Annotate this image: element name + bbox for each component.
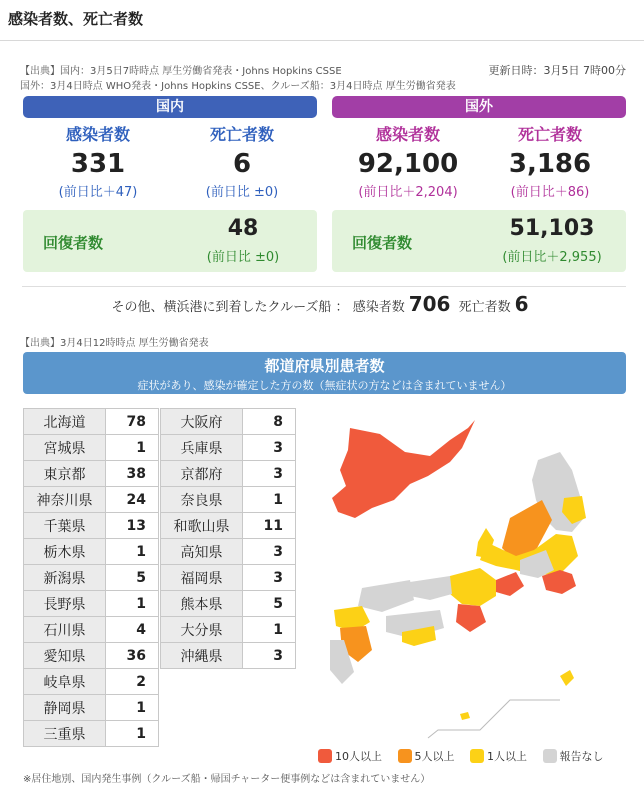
table-row	[24, 591, 159, 617]
table-row	[161, 435, 296, 461]
international-infected	[338, 122, 478, 200]
pref-name: 千葉県	[24, 513, 106, 539]
table-row	[161, 409, 296, 435]
pref-count: 2	[106, 669, 159, 695]
table-row	[24, 617, 159, 643]
map-regions	[330, 420, 586, 738]
pref-count: 1	[243, 487, 296, 513]
footnote: ※居住地別、国内発生事例（クルーズ船・帰国チャーター便事例などは含まれていません）	[23, 774, 431, 785]
pref-name: 静岡県	[24, 695, 106, 721]
table-row	[161, 565, 296, 591]
pref-count: 1	[106, 695, 159, 721]
map-kinki	[450, 568, 496, 606]
table-row	[161, 591, 296, 617]
pref-count: 4	[106, 617, 159, 643]
table-row	[24, 539, 159, 565]
legend-swatch-5	[398, 749, 412, 763]
pref-name: 愛知県	[24, 643, 106, 669]
pref-name: 福岡県	[161, 565, 243, 591]
domestic-recovered-diff: (前日比 ±0)	[206, 250, 280, 265]
domestic-deaths-diff: (前日比 ±0)	[205, 185, 279, 200]
domestic-recovered-box	[23, 210, 317, 272]
international-deaths-diff: (前日比＋86)	[510, 185, 590, 200]
domestic-recovered-value: 48	[227, 216, 259, 241]
domestic-header: 国内	[23, 96, 317, 118]
table-row	[24, 643, 159, 669]
map-aichi	[496, 572, 524, 596]
cruise-text: その他、横浜港に到着したクルーズ船 ：	[111, 300, 349, 315]
legend-swatch-10	[318, 749, 332, 763]
legend-label: 報告なし	[559, 750, 604, 763]
pref-count: 36	[106, 643, 159, 669]
prefecture-table-right	[160, 408, 296, 669]
pref-name: 兵庫県	[161, 435, 243, 461]
domestic-recovered-label: 回復者数	[43, 234, 104, 252]
legend-label: 5人以上	[414, 750, 455, 763]
map-legend	[318, 748, 616, 764]
international-deaths	[480, 122, 620, 200]
page-title: 感染者数、死亡者数	[8, 10, 144, 28]
pref-name: 沖縄県	[161, 643, 243, 669]
international-header: 国外	[332, 96, 626, 118]
international-recovered-label: 回復者数	[352, 234, 413, 252]
domestic-deaths	[172, 122, 312, 200]
table-row	[24, 409, 159, 435]
legend-label: 10人以上	[335, 750, 382, 763]
table-row	[24, 435, 159, 461]
prefecture-header	[23, 352, 626, 394]
table-row	[24, 487, 159, 513]
domestic-deaths-label: 死亡者数	[209, 125, 274, 144]
table-row	[161, 643, 296, 669]
international-recovered-box	[332, 210, 626, 272]
pref-name: 京都府	[161, 461, 243, 487]
table-row	[24, 513, 159, 539]
pref-count: 3	[243, 643, 296, 669]
pref-name: 新潟県	[24, 565, 106, 591]
pref-name: 奈良県	[161, 487, 243, 513]
table-row	[24, 721, 159, 747]
pref-count: 13	[106, 513, 159, 539]
pref-name: 長野県	[24, 591, 106, 617]
pref-count: 78	[106, 409, 159, 435]
international-recovered-diff: (前日比＋2,955)	[502, 250, 602, 265]
pref-name: 岐阜県	[24, 669, 106, 695]
pref-count: 5	[243, 591, 296, 617]
table-row	[24, 695, 159, 721]
pref-count: 11	[243, 513, 296, 539]
pref-name: 神奈川県	[24, 487, 106, 513]
table-row	[161, 539, 296, 565]
pref-name: 高知県	[161, 539, 243, 565]
table-row	[161, 461, 296, 487]
pref-count: 1	[106, 591, 159, 617]
pref-name: 栃木県	[24, 539, 106, 565]
cruise-deaths-value: 6	[514, 292, 529, 316]
map-hokkaido	[332, 420, 475, 518]
cruise-infected-value: 706	[408, 292, 451, 316]
pref-count: 5	[106, 565, 159, 591]
pref-count: 1	[106, 721, 159, 747]
international-deaths-value: 3,186	[508, 149, 592, 179]
table-row	[161, 487, 296, 513]
prefecture-title: 都道府県別患者数	[264, 357, 385, 375]
international-deaths-label: 死亡者数	[517, 125, 582, 144]
japan-map	[310, 400, 630, 745]
pref-name: 北海道	[24, 409, 106, 435]
pref-name: 大阪府	[161, 409, 243, 435]
pref-count: 38	[106, 461, 159, 487]
map-okinawa	[560, 670, 574, 686]
source-line-3: 【出典】3月4日12時時点 厚生労働省発表	[20, 338, 209, 349]
legend-swatch-1	[470, 749, 484, 763]
domestic-infected-label: 感染者数	[65, 125, 130, 144]
map-okinawa-border	[428, 700, 560, 738]
pref-count: 3	[243, 435, 296, 461]
prefecture-subtitle: 症状があり、感染が確定した方の数（無症状の方などは含まれていません）	[137, 379, 512, 392]
pref-count: 3	[243, 539, 296, 565]
pref-count: 1	[243, 617, 296, 643]
domestic-infected	[28, 122, 168, 200]
map-okinawa-2	[460, 712, 470, 720]
table-row	[161, 617, 296, 643]
pref-name: 三重県	[24, 721, 106, 747]
pref-count: 8	[243, 409, 296, 435]
table-row	[24, 565, 159, 591]
source-line-1: 【出典】国内：3月5日7時時点 厚生労働省発表・Johns Hopkins CSSE	[20, 66, 342, 77]
table-row	[24, 669, 159, 695]
pref-name: 石川県	[24, 617, 106, 643]
map-kinki-west	[410, 576, 452, 600]
pref-count: 1	[106, 435, 159, 461]
pref-count: 3	[243, 461, 296, 487]
legend-swatch-none	[543, 749, 557, 763]
pref-count: 24	[106, 487, 159, 513]
domestic-infected-value: 331	[70, 149, 126, 179]
domestic-deaths-value: 6	[232, 149, 252, 179]
legend-label: 1人以上	[487, 750, 527, 763]
pref-name: 東京都	[24, 461, 106, 487]
pref-name: 和歌山県	[161, 513, 243, 539]
pref-name: 熊本県	[161, 591, 243, 617]
cruise-infected-label: 感染者数	[352, 300, 405, 315]
international-infected-label: 感染者数	[375, 125, 440, 144]
pref-count: 1	[106, 539, 159, 565]
international-recovered-value: 51,103	[509, 216, 595, 241]
pref-count: 3	[243, 565, 296, 591]
map-chugoku	[358, 580, 414, 612]
map-wakayama	[456, 604, 486, 632]
source-line-2: 国外：3月4日時点 WHO発表・Johns Hopkins CSSE、クルーズ船：3月4日時点 厚生労働省発表	[20, 81, 456, 92]
cruise-ship-stats	[0, 292, 644, 316]
section-divider	[22, 286, 626, 287]
international-infected-diff: (前日比＋2,204)	[358, 185, 458, 200]
pref-name: 宮城県	[24, 435, 106, 461]
table-row	[161, 513, 296, 539]
domestic-infected-diff: (前日比＋47)	[58, 185, 138, 200]
prefecture-table-left	[23, 408, 159, 747]
updated-time: 更新日時：3月5日 7時00分	[488, 64, 626, 77]
international-infected-value: 92,100	[357, 149, 459, 179]
table-row	[24, 461, 159, 487]
title-divider	[0, 40, 644, 41]
pref-name: 大分県	[161, 617, 243, 643]
cruise-deaths-label: 死亡者数	[458, 300, 511, 315]
